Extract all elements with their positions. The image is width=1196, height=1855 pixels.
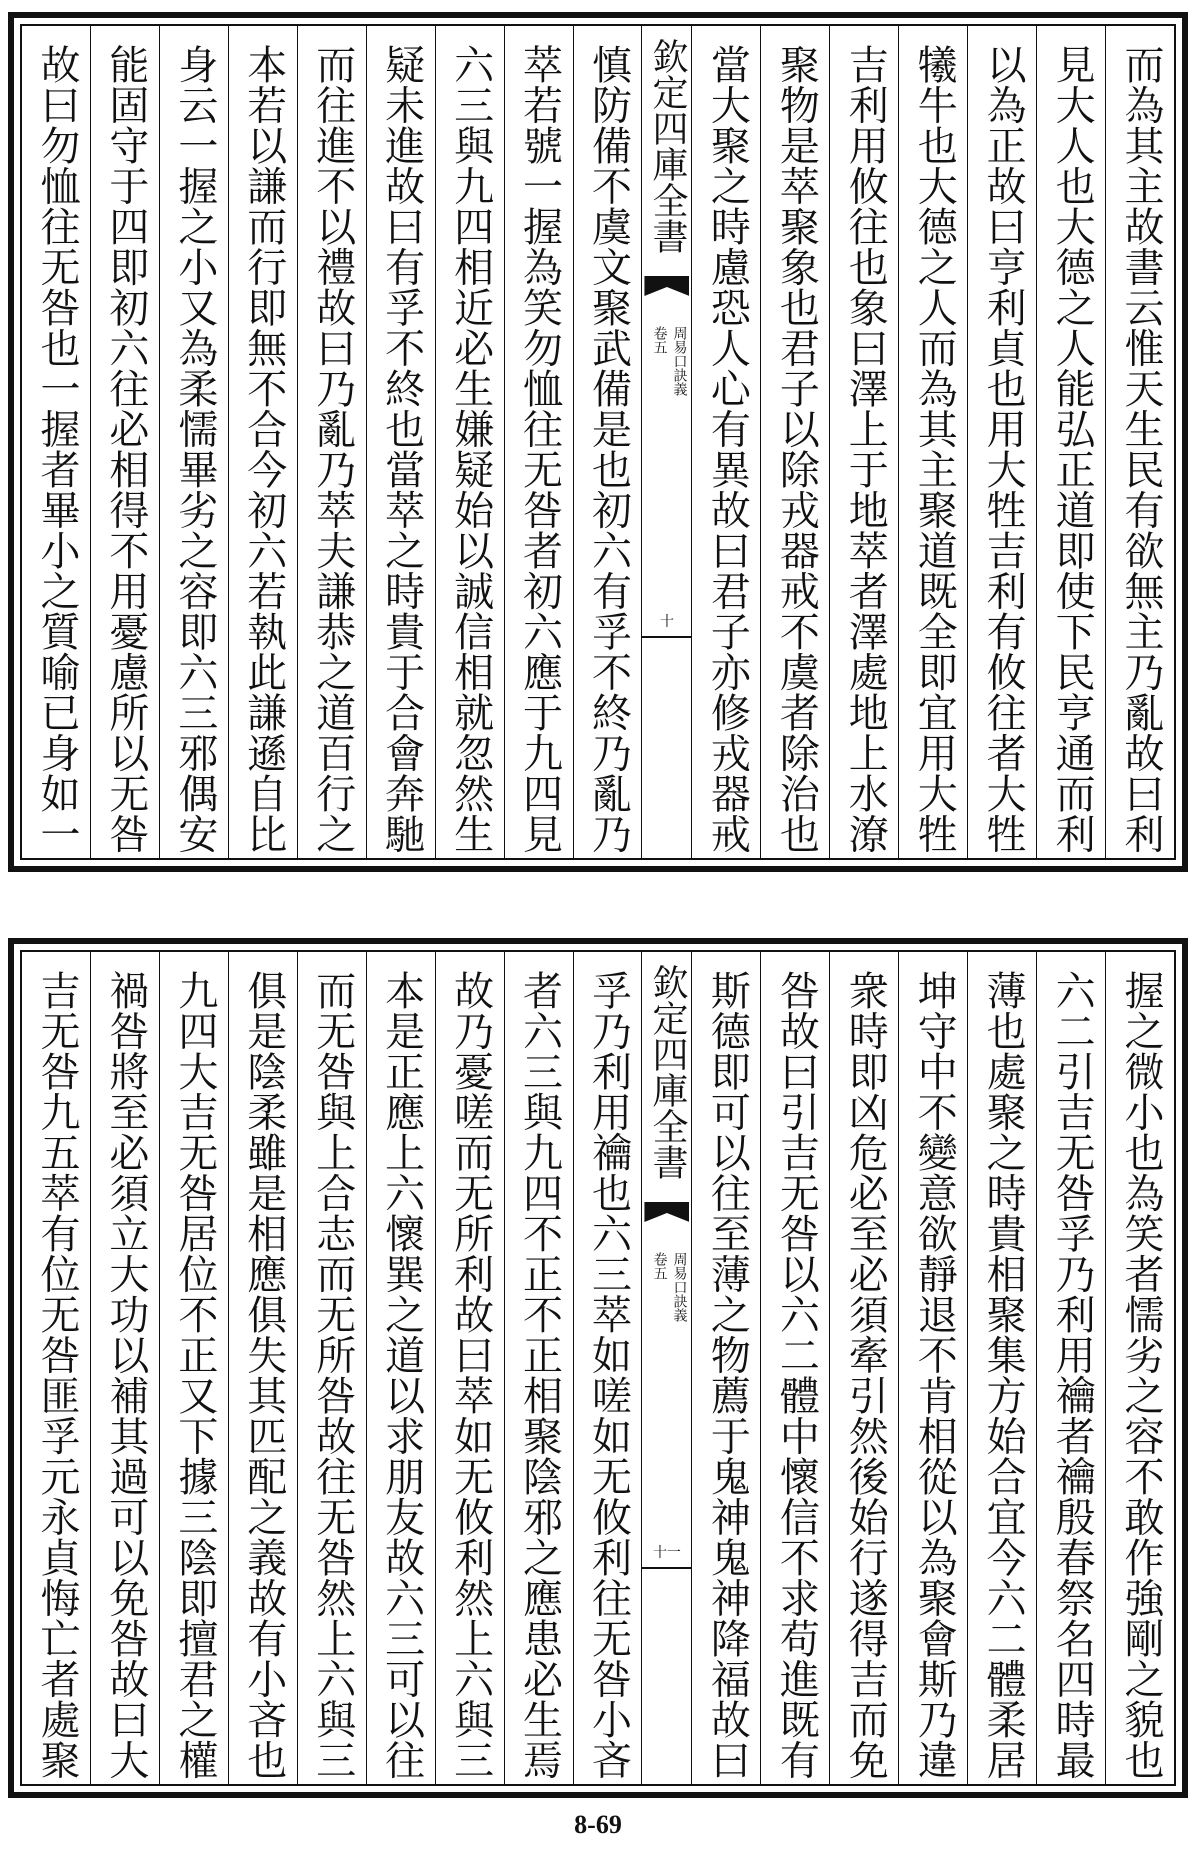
text-column: 而為其主故書云惟天生民有欲無主乃亂故曰利 [1105, 26, 1174, 858]
book-title: 周易口訣義 [671, 326, 688, 396]
top-page [8, 12, 1188, 872]
text-column: 而无咎與上合志而无所咎故往无咎然上六與三 [297, 952, 366, 1784]
center-fold-column [641, 952, 691, 1784]
text-column: 握之微小也為笑者懦劣之容不敢作強剛之貌也 [1105, 952, 1174, 1784]
text-column: 本是正應上六懷巽之道以求朋友故六三可以往 [366, 952, 435, 1784]
bottom-page [8, 938, 1188, 1798]
text-column: 慎防備不虞文聚武備是也初六有孚不終乃亂乃 [573, 26, 642, 858]
center-fold-column [641, 26, 691, 858]
center-title: 欽定四庫全書 [646, 964, 688, 1180]
text-column: 能固守于四即初六往必相得不用憂慮所以无咎 [90, 26, 159, 858]
text-column: 六三與九四相近必生嫌疑始以誠信相就忽然生 [435, 26, 504, 858]
text-column: 吉利用攸往也象曰澤上于地萃者澤處地上水潦 [829, 26, 898, 858]
text-column: 者六三與九四不正不正相聚陰邪之應患必生焉 [504, 952, 573, 1784]
text-column: 身云一握之小又為柔懦畢劣之容即六三邪偶安 [159, 26, 228, 858]
text-column: 本若以謙而行即無不合今初六若執此謙遜自比 [228, 26, 297, 858]
bottom-page-frame [20, 950, 1176, 1786]
top-page-frame [20, 24, 1176, 860]
text-column: 九四大吉无咎居位不正又下據三陰即擅君之權 [159, 952, 228, 1784]
book-title: 周易口訣義 [671, 1252, 688, 1322]
fishtail-mark [644, 1202, 689, 1222]
text-column: 俱是陰柔雖是相應俱失其匹配之義故有小吝也 [228, 952, 297, 1784]
text-column: 聚物是萃聚象也君子以除戎器戒不虞者除治也 [760, 26, 829, 858]
text-column: 禍咎將至必須立大功以補其過可以免咎故曰大 [90, 952, 159, 1784]
text-column: 六二引吉无咎孚乃利用禴者禴殷春祭名四時最 [1036, 952, 1105, 1784]
text-column: 衆時即凶危必至必須牽引然後始行遂得吉而免 [829, 952, 898, 1784]
text-column: 故乃憂嗟而无所利故曰萃如无攸利然上六與三 [435, 952, 504, 1784]
text-column: 故曰勿恤往无咎也一握者畢小之質喻已身如一 [33, 44, 80, 854]
text-column: 坤守中不變意欲靜退不肯相從以為聚會斯乃違 [898, 952, 967, 1784]
text-column: 孚乃利用禴也六三萃如嗟如无攸利往无咎小吝 [573, 952, 642, 1784]
text-column: 咎故曰引吉无咎以六二體中懷信不求苟進既有 [760, 952, 829, 1784]
text-column: 當大聚之時慮恐人心有異故曰君子亦修戎器戒 [691, 26, 760, 858]
folio-number: 十 [659, 614, 674, 630]
text-column: 薄也處聚之時貴相聚集方始合宜今六二體柔居 [967, 952, 1036, 1784]
text-column: 見大人也大德之人能弘正道即使下民亨通而利 [1036, 26, 1105, 858]
text-column: 疑未進故曰有孚不終也當萃之時貴于合會奔馳 [366, 26, 435, 858]
volume-label: 卷五 [651, 326, 668, 354]
text-column: 犧牛也大德之人而為其主聚道既全即宜用大牲 [898, 26, 967, 858]
folio-number: 十一 [652, 1545, 681, 1561]
text-column: 而往進不以禮故曰乃亂乃萃夫謙恭之道百行之 [297, 26, 366, 858]
text-column: 萃若號一握為笑勿恤往无咎者初六應于九四見 [504, 26, 573, 858]
folio-rule [642, 1567, 691, 1569]
fishtail-mark [644, 276, 689, 296]
text-column: 吉无咎九五萃有位无咎匪孚元永貞悔亡者處聚 [33, 970, 80, 1780]
page-number: 8-69 [574, 1810, 622, 1839]
volume-label: 卷五 [651, 1252, 668, 1280]
text-column: 以為正故曰亨利貞也用大牲吉利有攸往者大牲 [967, 26, 1036, 858]
folio-rule [642, 636, 691, 638]
text-column: 斯德即可以往至薄之物薦于鬼神鬼神降福故曰 [691, 952, 760, 1784]
center-title: 欽定四庫全書 [646, 38, 688, 254]
